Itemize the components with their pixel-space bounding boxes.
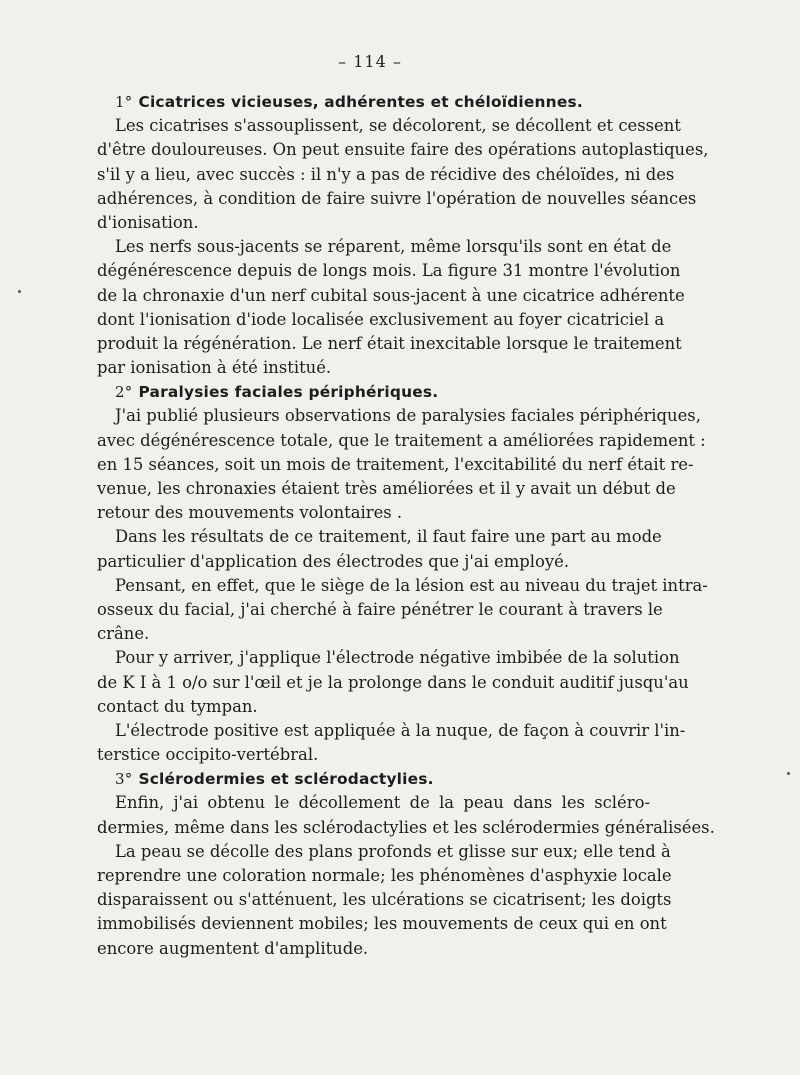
body-text [97, 90, 715, 961]
section-number: 3° [115, 770, 133, 789]
text-line: d'ionisation. [97, 212, 199, 232]
margin-speck [787, 772, 790, 775]
text-line: Pensant, en effet, que le siège de la lésion est au niveau du trajet intra- [115, 575, 708, 595]
text-line: avec dégénérescence totale, que le traitement a améliorées rapidement : [97, 430, 706, 450]
text-line: de K I à 1 o/o sur l'œil et je la prolonge dans le conduit auditif jusqu'au [97, 672, 689, 692]
page-number: – 114 – [338, 52, 402, 71]
text-line: reprendre une coloration normale; les phénomènes d'asphyxie locale [97, 866, 672, 885]
text-line: crâne. [97, 624, 150, 644]
section-heading [97, 90, 650, 114]
text-line: venue, les chronaxies étaient très améliorées et il y avait un début de [97, 479, 676, 498]
text-line: de la chronaxie d'un nerf cubital sous-jacent à une cicatrice adhérente [97, 285, 685, 305]
text-line: J'ai publié plusieurs observations de paralysies faciales périphériques, [115, 406, 701, 426]
text-line: particulier d'application des électrodes que j'ai employé. [97, 551, 570, 571]
section-title: Paralysies faciales périphériques. [138, 383, 439, 402]
text-line: Les cicatrises s'assouplissent, se décolorent, se décollent et cessent [115, 116, 681, 136]
text-line: retour des mouvements volontaires . [97, 503, 403, 523]
text-line: terstice occipito-vertébral. [97, 745, 319, 765]
text-line: Dans les résultats de ce traitement, il faut faire une part au mode [115, 527, 662, 547]
text-line: Les nerfs sous-jacents se réparent, même lorsqu'ils sont en état de [115, 237, 672, 257]
text-line: produit la régénération. Le nerf était inexcitable lorsque le traitement [97, 333, 682, 353]
section-number: 1° [115, 93, 133, 111]
text-line: dont l'ionisation d'iode localisée exclusivement au foyer cicatriciel a [97, 309, 665, 329]
section-heading [97, 767, 650, 791]
margin-speck [18, 290, 21, 293]
text-line: immobilisés deviennent mobiles; les mouvements de ceux qui en ont [97, 914, 667, 934]
text-line: d'être douloureuses. On peut ensuite faire des opérations autoplastiques, [97, 140, 709, 160]
section-heading [97, 380, 650, 404]
text-line: disparaissent ou s'atténuent, les ulcérations se cicatrisent; les doigts [97, 890, 672, 910]
text-line: osseux du facial, j'ai cherché à faire pénétrer le courant à travers le [97, 599, 663, 619]
section-number: 2° [115, 383, 133, 402]
text-line: contact du tympan. [97, 696, 258, 716]
text-line: L'électrode positive est appliquée à la nuque, de façon à couvrir l'in- [115, 720, 686, 740]
text-line: dermies, même dans les sclérodactylies et les sclérodermies généralisées. [97, 817, 715, 837]
text-line: s'il y a lieu, avec succès : il n'y a pas de récidive des chéloïdes, ni des [97, 164, 675, 184]
text-line: adhérences, à condition de faire suivre l'opération de nouvelles séances [97, 188, 697, 208]
text-line: Enfin, j'ai obtenu le décollement de la peau dans les scléro- [115, 793, 650, 813]
text-line: en 15 séances, soit un mois de traitement, l'excitabilité du nerf était re- [97, 454, 694, 474]
section-title: Sclérodermies et sclérodactylies. [138, 770, 434, 789]
text-line: par ionisation à été institué. [97, 358, 332, 378]
section-title: Cicatrices vicieuses, adhérentes et chéloïdiennes. [138, 93, 583, 111]
text-line: dégénérescence depuis de longs mois. La figure 31 montre l'évolution [97, 261, 681, 281]
text-line: encore augmentent d'amplitude. [97, 938, 369, 958]
text-line: La peau se décolle des plans profonds et glisse sur eux; elle tend à [115, 841, 671, 861]
text-line: Pour y arriver, j'applique l'électrode négative imbibée de la solution [115, 648, 680, 668]
